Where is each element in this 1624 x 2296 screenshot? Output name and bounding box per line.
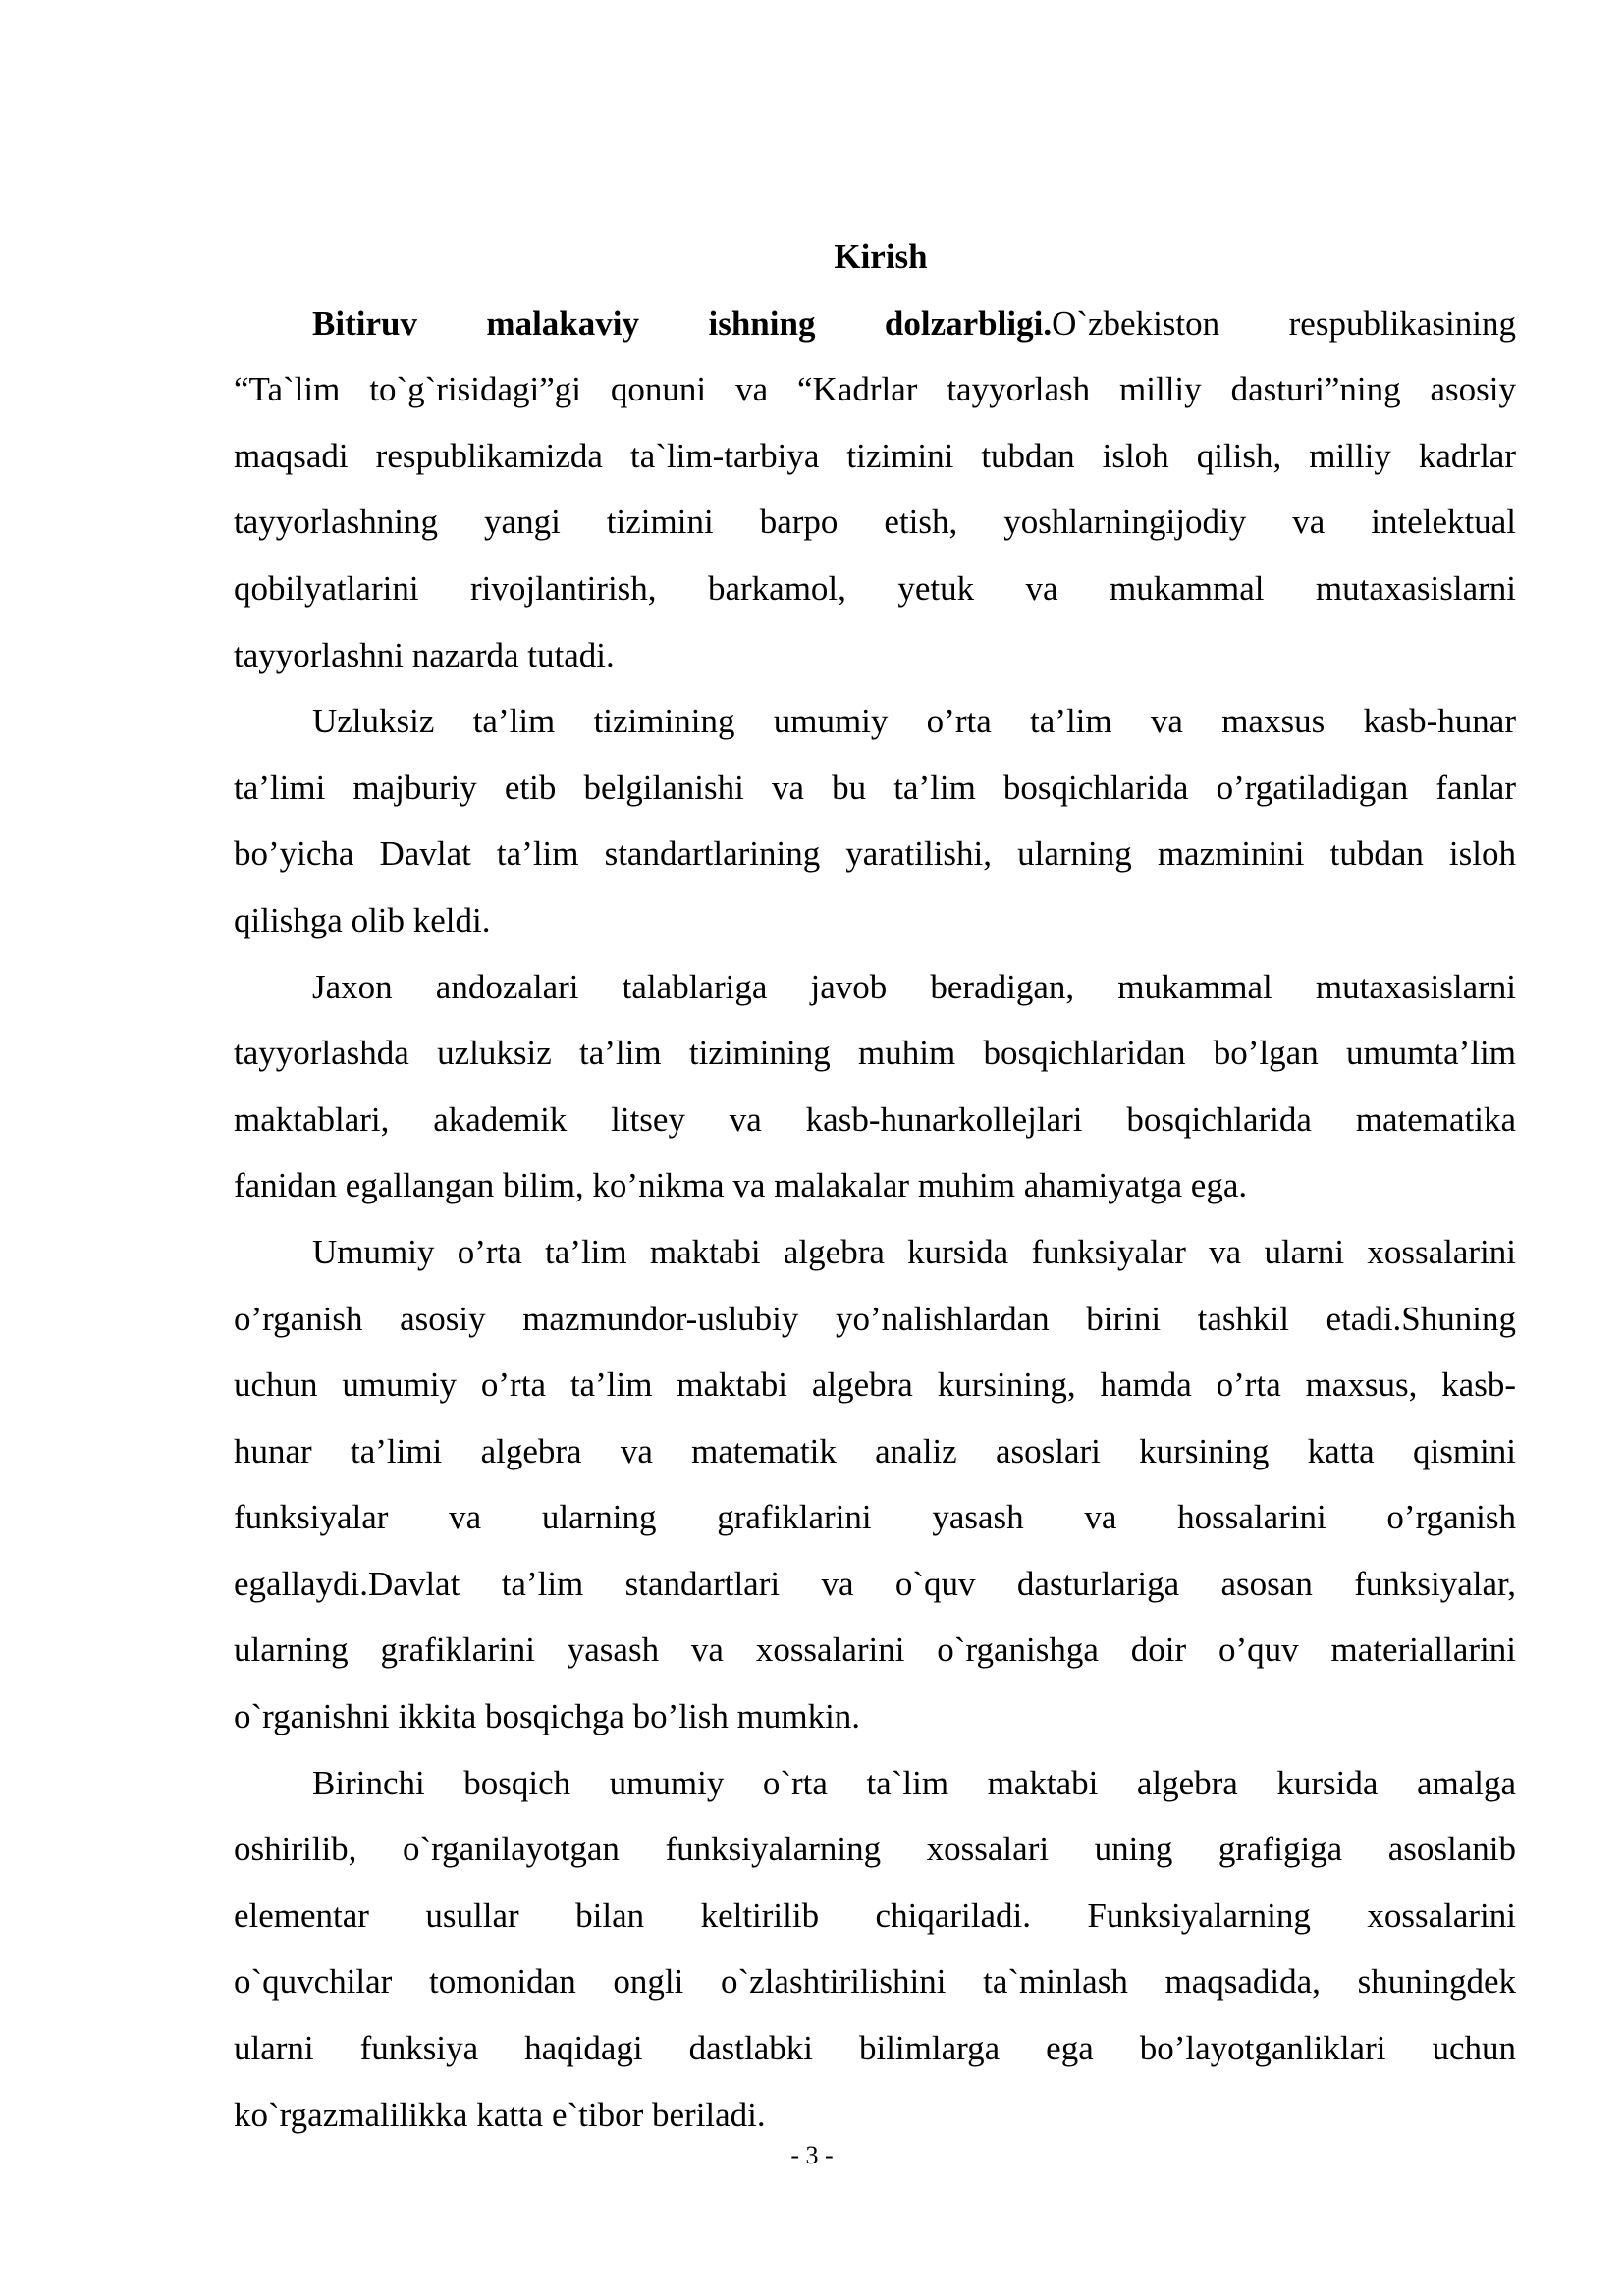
line-text: bo’yicha Davlat ta’lim standartlarining yaratilishi, ularning mazminini tubdan isloh [234,834,1516,874]
text-line [234,887,1516,954]
line-text: “Ta`lim to`g`risidagi”gi qonuni va “Kadrlar tayyorlash milliy dasturi”ning asosiy [234,370,1516,409]
line-text: qobilyatlarini rivojlantirish, barkamol, yetuk va mukammal mutaxasislarni [234,568,1516,608]
line-text: o`quvchilar tomonidan ongli o`zlashtirilishini ta`minlash maqsadida, shuningdek [234,1962,1516,2002]
text-line [234,1816,1516,1883]
paragraph [234,954,1516,1219]
line-text: ko`rgazmalilikka katta e`tibor beriladi. [234,2095,766,2134]
body-text [234,291,1516,2149]
document-page [234,224,1516,2148]
text-line [234,1750,1516,1817]
line-text: uchun umumiy o’rta ta’lim maktabi algebra kursining, hamda o’rta maxsus, kasb- [234,1365,1516,1405]
text-line [234,291,1516,357]
line-text: ta’limi majburiy etib belgilanishi va bu ta’lim bosqichlarida o’rgatiladigan fanlar [234,768,1516,807]
line-text: o`rganishni ikkita bosqichga bo’lish mumkin. [234,1697,861,1736]
line-text: elementar usullar bilan keltirilib chiqariladi. Funksiyalarning xossalarini [234,1896,1516,1935]
text-line [234,1087,1516,1153]
text-line [234,1683,1516,1750]
line-text: ularning grafiklarini yasash va xossalarini o`rganishga doir o’quv materiallarini [234,1630,1516,1670]
line-text: maktablari, akademik litsey va kasb-hunarkollejlari bosqichlarida matematika [234,1099,1516,1139]
line-text: tayyorlashda uzluksiz ta’lim tizimining muhim bosqichlaridan bo’lgan umumta’lim [234,1034,1516,1073]
text-line [234,1551,1516,1618]
text-line [234,2015,1516,2082]
text-line [234,1020,1516,1087]
text-line [234,556,1516,622]
text-line [234,1418,1516,1485]
paragraph [234,1219,1516,1750]
paragraph [234,291,1516,689]
text-line [234,1617,1516,1683]
line-text: qilishga olib keldi. [234,900,491,939]
text-line [234,688,1516,755]
text-line [234,755,1516,822]
text-line [234,821,1516,887]
line-text: maqsadi respublikamizda ta`lim-tarbiya tizimini tubdan isloh qilish, milliy kadrlar [234,436,1516,475]
paragraph [234,1750,1516,2149]
line-text: Birinchi bosqich umumiy o`rta ta`lim maktabi algebra kursida amalga [312,1763,1516,1802]
line-text: hunar ta’limi algebra va matematik analiz asoslari kursining katta qismini [234,1431,1516,1470]
text-line [234,954,1516,1021]
text-line [234,1949,1516,2015]
paragraph [234,688,1516,953]
line-text: o’rganish asosiy mazmundor-uslubiy yo’nalishlardan birini tashkil etadi.Shuning [234,1299,1516,1338]
text-line [234,1484,1516,1551]
text-line [234,1286,1516,1353]
text-line [234,356,1516,423]
line-text: egallaydi.Davlat ta’lim standartlari va o`quv dasturlariga asosan funksiyalar, [234,1564,1516,1603]
text-line [234,1883,1516,1949]
line-text: funksiyalar va ularning grafiklarini yasash va hossalarini o’rganish [234,1498,1516,1537]
line-text: tayyorlashni nazarda tutadi. [234,635,615,674]
line-text: tayyorlashning yangi tizimini barpo etish, yoshlarningijodiy va intelektual [234,503,1516,542]
lead-heading: Bitiruv malakaviy ishning dolzarbligi. [312,303,1053,343]
line-text: Uzluksiz ta’lim tizimining umumiy o’rta ta’lim va maxsus kasb-hunar [312,702,1516,741]
text-line [234,1219,1516,1286]
line-text: ularni funksiya haqidagi dastlabki bilimlarga ega bo’layotganliklari uchun [234,2029,1516,2068]
line-text: Jaxon andozalari talablariga javob beradigan, mukammal mutaxasislarni [312,967,1516,1006]
text-line [234,622,1516,689]
line-text: fanidan egallangan bilim, ko’nikma va malakalar muhim ahamiyatga ega. [234,1166,1248,1205]
section-title: Kirish [834,238,928,276]
text-line [234,489,1516,556]
text-line [234,1352,1516,1418]
line-text: O`zbekiston respublikasining [1052,303,1516,343]
text-line [234,423,1516,490]
page-number: - 3 - [790,2141,834,2169]
line-text: Umumiy o’rta ta’lim maktabi algebra kursida funksiyalar va ularni xossalarini [312,1232,1516,1271]
text-line [234,1152,1516,1219]
line-text: oshirilib, o`rganilayotgan funksiyalarning xossalari uning grafigiga asoslanib [234,1830,1516,1869]
